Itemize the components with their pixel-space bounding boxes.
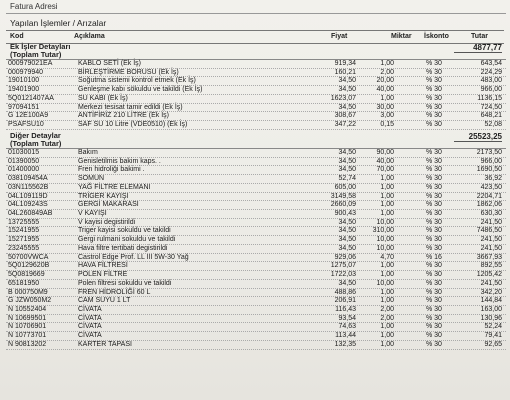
cell-aciklama: GERGİ MAKARASI <box>78 201 139 209</box>
cell-miktar: 90,00 <box>376 149 394 156</box>
cell-tutar: 648,21 <box>480 112 502 120</box>
table-row <box>6 227 506 236</box>
cell-tutar: 224,29 <box>480 68 502 76</box>
cell-aciklama: V KAYIŞI <box>78 210 107 218</box>
cell-kod: 03N115562B <box>8 183 49 191</box>
ek-isler-section-header <box>6 42 506 60</box>
cell-fiyat: 3149,58 <box>330 192 356 200</box>
cell-fiyat: 93,54 <box>338 314 356 322</box>
cell-tutar: 79,41 <box>484 332 502 340</box>
cell-aciklama: Polen filtresi sokuldu ve takildi <box>78 279 172 287</box>
cell-miktar: 10,00 <box>376 236 394 244</box>
cell-iskonto: % 30 <box>426 305 442 313</box>
cell-fiyat: 1722,03 <box>330 271 356 279</box>
cell-fiyat: 74,63 <box>338 323 356 331</box>
cell-miktar: 1,00 <box>380 192 394 200</box>
cell-aciklama: Fren hidroliği bakimi . <box>78 166 145 174</box>
column-header-aciklama: Açıklama <box>74 33 105 40</box>
cell-fiyat: 34,50 <box>338 227 356 235</box>
cell-kod: 5Q0129620B <box>8 262 50 270</box>
ek-isler-rows <box>6 60 506 130</box>
cell-kod: 01030015 <box>8 149 40 156</box>
column-header-tutar: Tutar <box>471 33 488 40</box>
ek-isler-total-underline <box>454 52 502 53</box>
cell-fiyat: 34,50 <box>338 236 356 244</box>
diger-title: Diğer Detaylar <box>10 131 61 140</box>
cell-kod: N 90813202 <box>8 340 47 348</box>
cell-fiyat: 929,06 <box>334 253 356 261</box>
cell-kod: 65181950 <box>8 279 40 287</box>
ek-isler-title: Ek İşler Detayları <box>10 42 71 51</box>
cell-kod: 19010100 <box>8 77 40 85</box>
cell-fiyat: 206,91 <box>334 297 356 305</box>
cell-aciklama: Triger kayisi sokuldu ve takildi <box>78 227 171 235</box>
cell-tutar: 52,24 <box>484 323 502 331</box>
cell-fiyat: 34,50 <box>338 149 356 156</box>
table-row <box>6 219 506 228</box>
table-row <box>6 193 506 202</box>
cell-iskonto: % 30 <box>426 175 442 183</box>
cell-kod: 15241955 <box>8 227 40 235</box>
cell-fiyat: 2660,09 <box>330 201 356 209</box>
cell-miktar: 1,00 <box>380 323 394 331</box>
cell-tutar: 241,50 <box>480 279 502 287</box>
cell-fiyat: 605,00 <box>334 183 356 191</box>
cell-miktar: 2,00 <box>380 314 394 322</box>
cell-tutar: 36,92 <box>484 175 502 183</box>
cell-tutar: 2204,71 <box>476 192 502 200</box>
cell-aciklama: ANTİFİRİZ 210 LİTRE (Ek İş) <box>78 112 170 120</box>
cell-kod: B 000750M9 <box>8 288 48 296</box>
cell-aciklama: CİVATA <box>78 323 102 331</box>
cell-aciklama: Hava filtre tertibati degistirildi <box>78 244 168 252</box>
cell-kod: 04L109119D <box>8 192 48 200</box>
cell-fiyat: 1275,07 <box>330 262 356 270</box>
cell-miktar: 1,00 <box>380 262 394 270</box>
table-row <box>6 297 506 306</box>
cell-tutar: 241,50 <box>480 236 502 244</box>
cell-miktar: 1,00 <box>380 340 394 348</box>
cell-kod: 13725555 <box>8 218 40 226</box>
cell-iskonto: % 30 <box>426 192 442 200</box>
cell-iskonto: % 30 <box>426 288 442 296</box>
table-row <box>6 332 506 341</box>
cell-miktar: 1,00 <box>380 183 394 191</box>
cell-iskonto: % 30 <box>426 314 442 322</box>
cell-tutar: 724,50 <box>480 103 502 111</box>
cell-iskonto: % 30 <box>426 77 442 85</box>
cell-aciklama: CİVATA <box>78 314 102 322</box>
column-header-miktar: Miktar <box>391 33 412 40</box>
cell-kod: N 10699501 <box>8 314 47 322</box>
table-row <box>6 77 506 86</box>
cell-tutar: 241,50 <box>480 244 502 252</box>
cell-tutar: 241,50 <box>480 218 502 226</box>
cell-miktar: 1,00 <box>380 288 394 296</box>
cell-aciklama: CİVATA <box>78 332 102 340</box>
table-row <box>6 201 506 210</box>
cell-iskonto: % 30 <box>426 112 442 120</box>
cell-miktar: 1,00 <box>380 210 394 218</box>
cell-miktar: 1,00 <box>380 175 394 183</box>
cell-tutar: 342,20 <box>480 288 502 296</box>
cell-fiyat: 347,22 <box>334 121 356 129</box>
row-divider <box>6 129 506 130</box>
cell-kod: G JZW050M2 <box>8 297 52 305</box>
cell-iskonto: % 30 <box>426 210 442 218</box>
cell-tutar: 423,50 <box>480 183 502 191</box>
cell-iskonto: % 30 <box>426 297 442 305</box>
cell-iskonto: % 30 <box>426 323 442 331</box>
cell-fiyat: 160,21 <box>334 68 356 76</box>
table-row <box>6 262 506 271</box>
table-row <box>6 306 506 315</box>
cell-fiyat: 308,67 <box>334 112 356 120</box>
cell-miktar: 0,15 <box>380 121 394 129</box>
cell-kod: 000979940 <box>8 68 44 76</box>
table-row <box>6 289 506 298</box>
table-row <box>6 166 506 175</box>
cell-iskonto: % 30 <box>426 262 442 270</box>
table-row <box>6 245 506 254</box>
cell-aciklama: Castrol Edge Prof. LL III 5W-30 Yağ <box>78 253 189 261</box>
cell-kod: 04L260849AB <box>8 210 53 218</box>
cell-iskonto: % 30 <box>426 183 442 191</box>
cell-aciklama: KARTER TAPASI <box>78 340 132 348</box>
ek-isler-total: 4877,77 <box>473 43 502 52</box>
table-row <box>6 280 506 289</box>
cell-kod: 5Q0121407AA <box>8 94 54 102</box>
cell-fiyat: 34,50 <box>338 279 356 287</box>
cell-fiyat: 113,44 <box>335 332 356 340</box>
cell-miktar: 20,00 <box>376 77 394 85</box>
cell-miktar: 310,00 <box>372 227 394 235</box>
cell-tutar: 92,65 <box>484 340 502 348</box>
cell-iskonto: % 30 <box>426 166 442 174</box>
table-row <box>6 323 506 332</box>
table-row <box>6 341 506 350</box>
cell-miktar: 2,00 <box>380 305 394 313</box>
diger-subtitle: (Toplam Tutar) <box>10 139 62 148</box>
cell-tutar: 3667,93 <box>476 253 502 261</box>
cell-iskonto: % 30 <box>426 103 442 111</box>
section-title: Yapılan İşlemler / Arızalar <box>10 18 107 28</box>
cell-kod: 15271955 <box>8 236 40 244</box>
cell-iskonto: % 30 <box>426 94 442 102</box>
cell-miktar: 1,00 <box>380 332 394 340</box>
row-divider <box>6 349 506 350</box>
cell-aciklama: Genisletilmis bakim kaps. . <box>78 157 161 165</box>
cell-miktar: 70,00 <box>376 166 394 174</box>
cell-aciklama: Soğutma sistemi kontrol etmek (Ek İş) <box>78 77 196 85</box>
cell-iskonto: % 30 <box>426 121 442 129</box>
column-header-fiyat: Fiyat <box>331 33 348 40</box>
cell-tutar: 1136,15 <box>477 94 502 102</box>
cell-fiyat: 34,50 <box>338 103 356 111</box>
cell-fiyat: 900,43 <box>334 210 356 218</box>
cell-iskonto: % 30 <box>426 227 442 235</box>
cell-iskonto: % 16 <box>426 253 442 261</box>
cell-aciklama: Merkezi tesisat tamir edildi (Ek İş) <box>78 103 183 111</box>
cell-aciklama: SU KABI (Ek İş) <box>78 94 128 102</box>
table-row <box>6 121 506 130</box>
cell-miktar: 10,00 <box>376 279 394 287</box>
cell-kod: 23245555 <box>8 244 40 252</box>
cell-kod: 97094151 <box>8 103 40 111</box>
cell-aciklama: V kayisi degistirildi <box>78 218 136 226</box>
table-row <box>6 158 506 167</box>
top-divider <box>6 13 506 14</box>
cell-iskonto: % 30 <box>426 244 442 252</box>
cell-tutar: 52,08 <box>484 121 502 129</box>
table-row <box>6 60 506 69</box>
cell-tutar: 2173,50 <box>476 149 502 156</box>
cell-iskonto: % 30 <box>426 149 442 156</box>
cell-aciklama: HAVA FİLTRESİ <box>78 262 128 270</box>
cell-fiyat: 488,86 <box>334 288 356 296</box>
cell-kod: 19401900 <box>8 86 40 94</box>
cell-aciklama: CİVATA <box>78 305 102 313</box>
cell-kod: 50700VWCA <box>8 253 49 261</box>
table-row <box>6 104 506 113</box>
cell-fiyat: 1623,07 <box>330 94 356 102</box>
cell-kod: 5Q0819669 <box>8 271 45 279</box>
cell-tutar: 1862,06 <box>476 201 502 209</box>
cell-miktar: 1,00 <box>380 297 394 305</box>
cell-iskonto: % 30 <box>426 279 442 287</box>
table-row <box>6 95 506 104</box>
cell-aciklama: CAM SUYU 1 LT <box>78 297 131 305</box>
diger-total: 25523,25 <box>468 132 502 141</box>
cell-tutar: 966,00 <box>480 157 502 165</box>
cell-miktar: 1,00 <box>380 94 394 102</box>
cell-miktar: 1,00 <box>380 201 394 209</box>
cell-kod: N 10552404 <box>8 305 47 313</box>
cell-aciklama: SOMUN <box>78 175 105 183</box>
cell-kod: N 10773701 <box>8 332 47 340</box>
cell-miktar: 4,70 <box>380 253 394 261</box>
cell-kod: N 10706901 <box>8 323 47 331</box>
cell-fiyat: 34,50 <box>338 157 356 165</box>
cell-tutar: 483,00 <box>480 77 502 85</box>
cell-tutar: 630,30 <box>480 210 502 218</box>
cell-aciklama: TRİGER KAYIŞI <box>78 192 129 200</box>
diger-section-header <box>6 131 506 149</box>
cell-tutar: 144,84 <box>480 297 502 305</box>
cell-miktar: 30,00 <box>376 103 394 111</box>
column-header-iskonto: İskonto <box>424 33 449 40</box>
cell-aciklama: FREN HİDROLİĞİ 60 L <box>78 288 151 296</box>
column-header-kod: Kod <box>10 33 24 40</box>
cell-tutar: 7486,50 <box>476 227 502 235</box>
cell-miktar: 3,00 <box>380 112 394 120</box>
cell-kod: 04L109243S <box>8 201 48 209</box>
table-row <box>6 86 506 95</box>
diger-rows <box>6 149 506 350</box>
cell-kod: 01400000 <box>8 166 40 174</box>
cell-kod: 000979021EA <box>8 60 53 67</box>
cell-miktar: 40,00 <box>376 157 394 165</box>
table-row <box>6 271 506 280</box>
cell-fiyat: 34,50 <box>338 77 356 85</box>
cell-miktar: 2,00 <box>380 68 394 76</box>
cell-fiyat: 34,50 <box>338 86 356 94</box>
cell-fiyat: 116,43 <box>335 305 356 313</box>
cell-fiyat: 52,74 <box>338 175 356 183</box>
cell-aciklama: BİRLEŞTİRME BORUSU (Ek İş) <box>78 68 179 76</box>
diger-total-underline <box>454 141 502 142</box>
cell-tutar: 966,00 <box>480 86 502 94</box>
cell-miktar: 10,00 <box>376 244 394 252</box>
cell-aciklama: Bakım <box>78 149 98 156</box>
cell-tutar: 130,96 <box>480 314 502 322</box>
cell-tutar: 1690,50 <box>476 166 502 174</box>
cell-fiyat: 34,50 <box>338 218 356 226</box>
cell-fiyat: 34,50 <box>338 166 356 174</box>
cell-fiyat: 34,50 <box>338 244 356 252</box>
cell-kod: 01390050 <box>8 157 40 165</box>
cell-tutar: 643,54 <box>480 60 502 67</box>
cell-iskonto: % 30 <box>426 60 442 67</box>
cell-tutar: 1205,42 <box>476 271 502 279</box>
cell-tutar: 892,55 <box>480 262 502 270</box>
table-row <box>6 184 506 193</box>
cell-miktar: 1,00 <box>380 60 394 67</box>
cell-miktar: 1,00 <box>380 271 394 279</box>
cell-fiyat: 919,34 <box>334 60 356 67</box>
cell-kod: PSAFSU10 <box>8 121 44 129</box>
cell-kod: G 12E100A9 <box>8 112 49 120</box>
cell-aciklama: YAĞ FİLTRE ELEMANI <box>78 183 151 191</box>
cell-iskonto: % 30 <box>426 201 442 209</box>
cell-aciklama: SAF SU 10 Litre (VDE0510) (Ek İş) <box>78 121 188 129</box>
cell-iskonto: % 30 <box>426 86 442 94</box>
cell-iskonto: % 30 <box>426 236 442 244</box>
cell-miktar: 10,00 <box>376 218 394 226</box>
table-row <box>6 149 506 158</box>
cell-iskonto: % 30 <box>426 340 442 348</box>
cell-iskonto: % 30 <box>426 157 442 165</box>
cell-iskonto: % 30 <box>426 68 442 76</box>
cell-aciklama: POLEN FİLTRE <box>78 271 128 279</box>
cell-iskonto: % 30 <box>426 332 442 340</box>
table-row <box>6 210 506 219</box>
cell-iskonto: % 30 <box>426 271 442 279</box>
fatura-adresi-label: Fatura Adresi <box>10 2 58 11</box>
cell-kod: 038109454A <box>8 175 48 183</box>
table-row <box>6 112 506 121</box>
ek-isler-subtitle: (Toplam Tutar) <box>10 50 62 59</box>
cell-aciklama: Gergi rulmani sokuldu ve takildi <box>78 236 176 244</box>
cell-aciklama: Genleşme kabı sökuldu ve takildi (Ek İş) <box>78 86 203 94</box>
cell-aciklama: KABLO SETİ (Ek İş) <box>78 60 142 67</box>
cell-fiyat: 132,35 <box>334 340 356 348</box>
table-row <box>6 236 506 245</box>
table-row <box>6 175 506 184</box>
cell-tutar: 163,00 <box>480 305 502 313</box>
cell-miktar: 40,00 <box>376 86 394 94</box>
cell-iskonto: % 30 <box>426 218 442 226</box>
